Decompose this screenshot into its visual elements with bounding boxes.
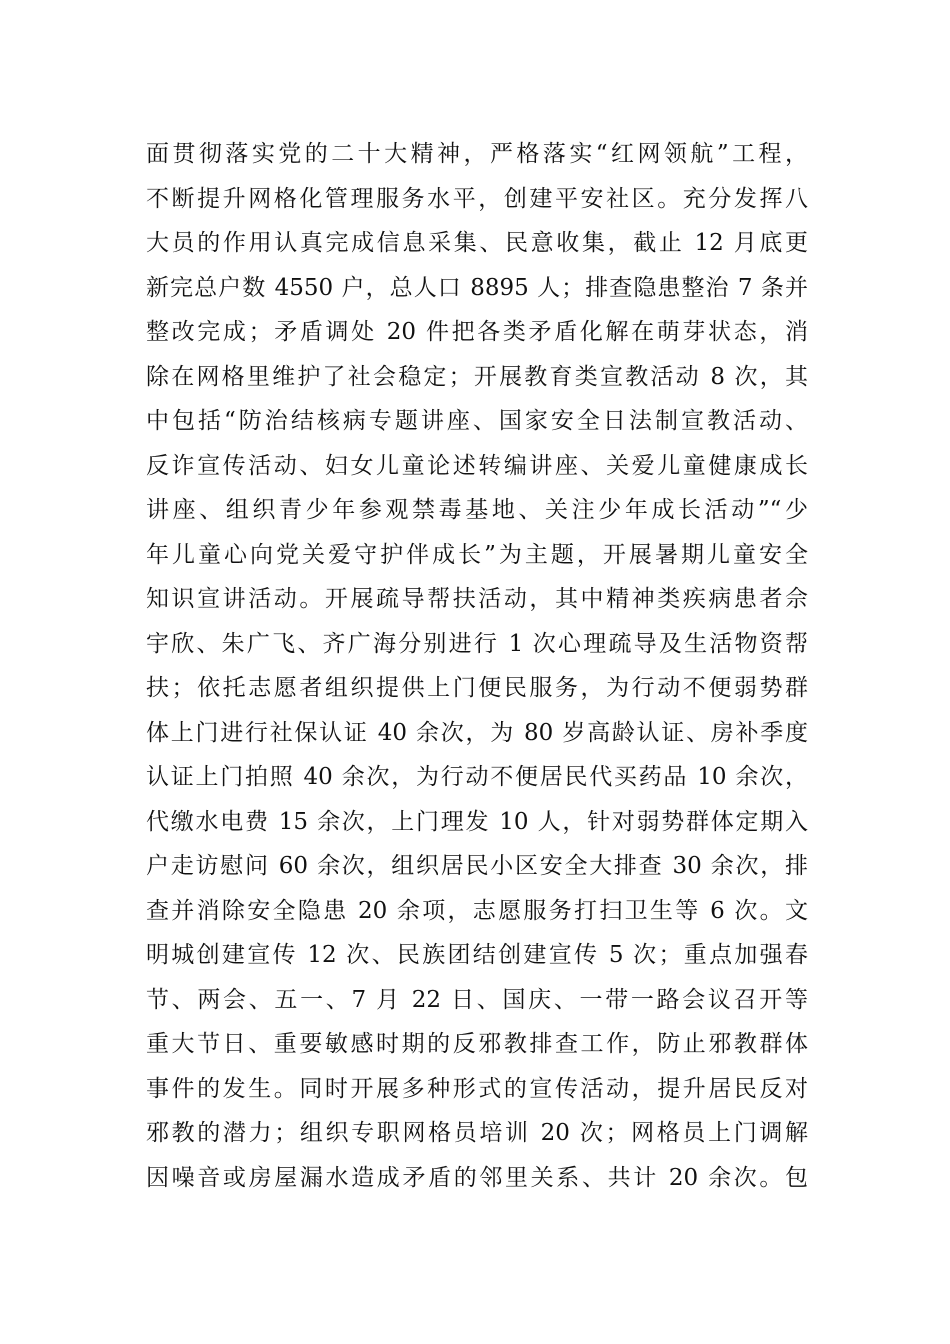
text-line: 代缴水电费 15 余次，上门理发 10 人，针对弱势群体定期入 (146, 808, 808, 835)
text-line: 大员的作用认真完成信息采集、民意收集，截止 12 月底更 (146, 230, 808, 256)
text-line: 面贯彻落实党的二十大精神，严格落实“红网领航”工程， (146, 141, 808, 167)
text-line: 体上门进行社保认证 40 余次，为 80 岁高龄认证、房补季度 (146, 719, 808, 746)
text-line: 整改完成；矛盾调处 20 件把各类矛盾化解在萌芽状态，消 (146, 319, 808, 345)
text-line: 重大节日、重要敏感时期的反邪教排查工作，防止邪教群体 (146, 1031, 808, 1057)
text-line: 宇欣、朱广飞、齐广海分别进行 1 次心理疏导及生活物资帮 (146, 630, 808, 657)
text-line: 认证上门拍照 40 余次，为行动不便居民代买药品 10 余次， (146, 764, 808, 790)
text-line: 知识宣讲活动。开展疏导帮扶活动，其中精神类疾病患者佘 (146, 586, 808, 612)
text-line: 新完总户数 4550 户，总人口 8895 人；排查隐患整治 7 条并 (146, 274, 808, 301)
text-line: 邪教的潜力；组织专职网格员培训 20 次；网格员上门调解 (146, 1120, 808, 1146)
text-line: 除在网格里维护了社会稳定；开展教育类宣教活动 8 次，其 (146, 363, 808, 390)
text-line: 讲座、组织青少年参观禁毒基地、关注少年成长活动”“少 (146, 497, 808, 523)
text-line: 因噪音或房屋漏水造成矛盾的邻里关系、共计 20 余次。包 (146, 1164, 808, 1191)
text-line: 节、两会、五一、7 月 22 日、国庆、一带一路会议召开等 (146, 986, 808, 1013)
text-line: 事件的发生。同时开展多种形式的宣传活动，提升居民反对 (146, 1075, 808, 1102)
text-line: 反诈宣传活动、妇女儿童论述转编讲座、关爱儿童健康成长 (146, 452, 808, 479)
text-line: 扶；依托志愿者组织提供上门便民服务，为行动不便弱势群 (146, 675, 808, 701)
text-line: 中包括“防治结核病专题讲座、国家安全日法制宣教活动、 (146, 408, 808, 434)
text-line: 不断提升网格化管理服务水平，创建平安社区。充分发挥八 (146, 185, 808, 212)
body-paragraph (146, 132, 808, 1200)
text-line: 查并消除安全隐患 20 余项，志愿服务打扫卫生等 6 次。文 (146, 897, 808, 924)
text-line: 明城创建宣传 12 次、民族团结创建宣传 5 次；重点加强春 (146, 942, 808, 968)
text-line: 户走访慰问 60 余次，组织居民小区安全大排查 30 余次，排 (146, 853, 808, 879)
text-line: 年儿童心向党关爱守护伴成长”为主题，开展暑期儿童安全 (146, 541, 808, 568)
